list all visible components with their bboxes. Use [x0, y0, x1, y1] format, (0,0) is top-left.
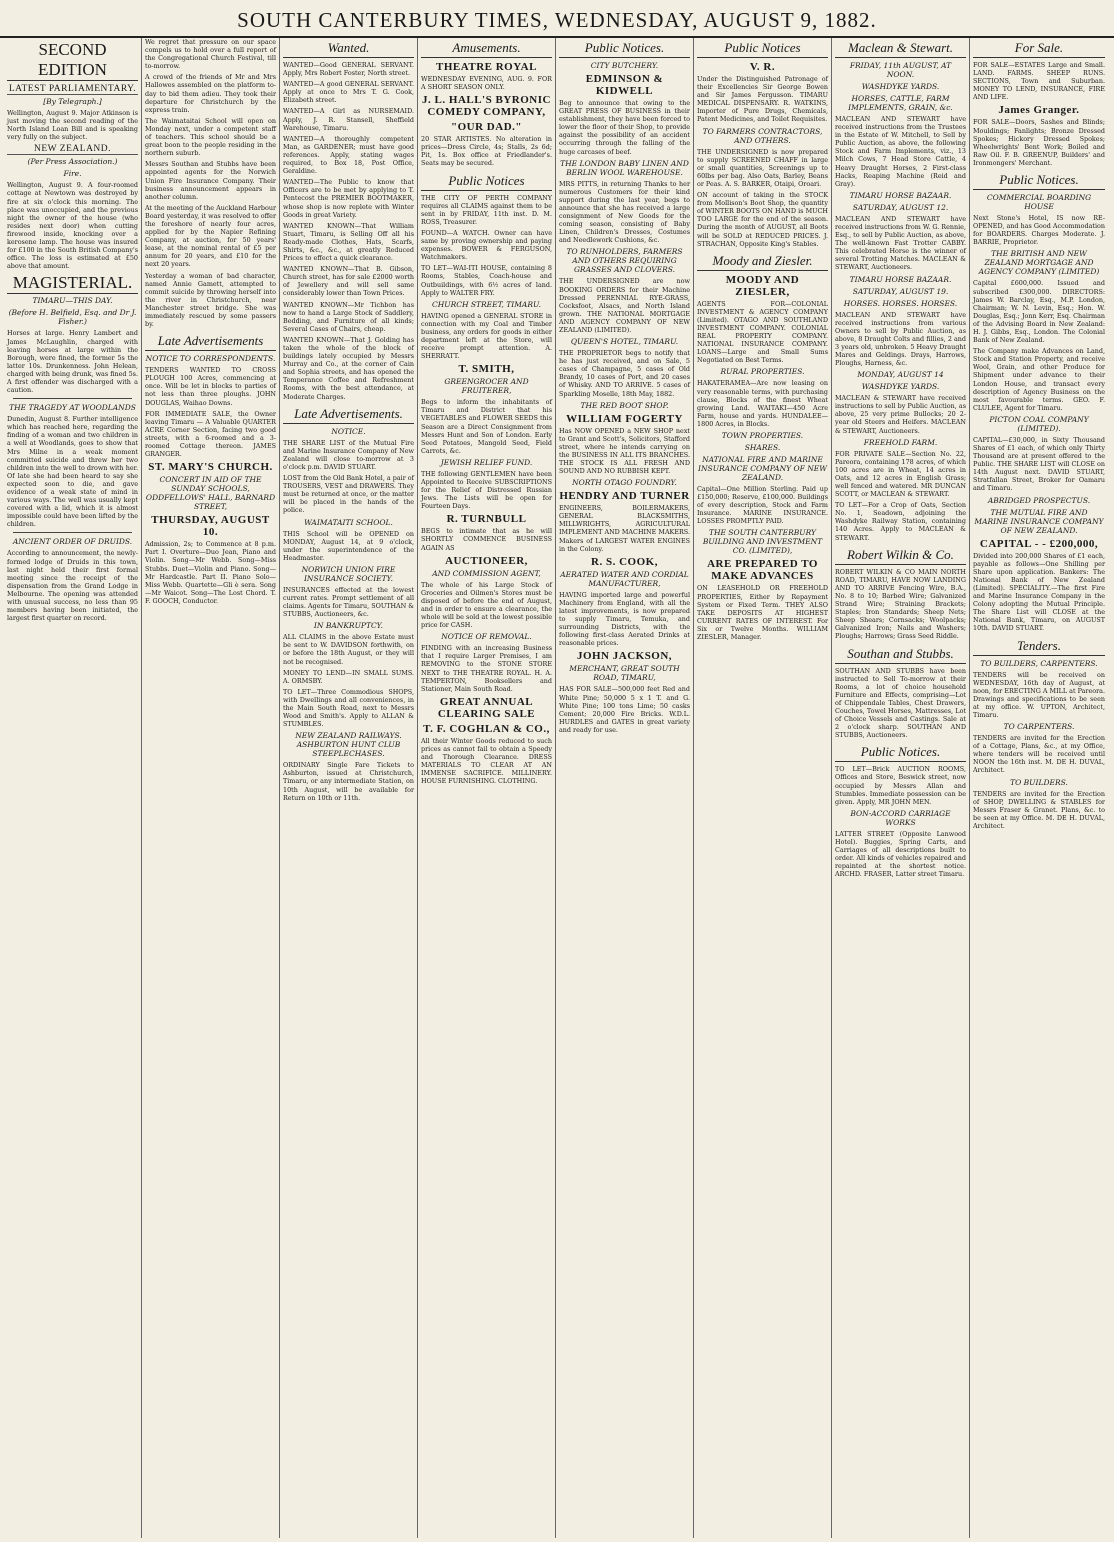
mutual-fire-heading: THE MUTUAL FIRE AND MARINE INSURANCE COMPANY OF NEW ZEALAND. — [974, 507, 1104, 535]
advertisement: Under the Distinguished Patronage of their Excellencies Sir George Bowen and Sir James Fergusson. TIMARU MEDICAL DISPENSARY. R. WATKINS, Importer of Pure Drugs, Chemicals, Patent Medicines, and Toilet Requisites. — [697, 75, 828, 124]
wanted-heading: Wanted. — [283, 38, 414, 58]
smith-title: T. SMITH, — [458, 363, 515, 376]
advances-title: ARE PREPARED TO MAKE ADVANCES — [707, 558, 818, 583]
commission-agent-title: AND COMMISSION AGENT, — [432, 568, 541, 578]
advertisement: THE PROPRIETOR begs to notify that he has just received, and on Sale, 5 cases of Champagne, 5 cases of Old Brandy, 10 cases of Port, and 20 cases of Whisky. AND TO ARRIVE. 5 cases of Sparkling Moselle, 18th May, 1882. — [559, 349, 690, 398]
merchant-heading: MERCHANT, GREAT SOUTH ROAD, TIMARU, — [569, 664, 680, 683]
advertisement: THE CITY OF PERTH COMPANY requires all CLAIMS against them to be sent in by FRIDAY, 11th inst. D. M. ROSS, Treasurer. — [421, 193, 552, 226]
city-butchery-heading: CITY BUTCHERY. — [590, 61, 659, 70]
article-text: Dunedin, August 8. Further intelligence which has reached here, regarding the finding of a woman and two children in a well at Woodlands, goes to show that Mrs Milne in a weak moment committed suicide and threw her two children into the well to drown with her. Of late she had been heard to say she expected soon to die, and gave evidence of a weak state of mind in various ways. The well was usually kept covered with a lid, which it is almost impossible could have been lifted by the children. — [7, 415, 138, 529]
builders-heading: TO BUILDERS. — [1010, 777, 1068, 787]
public-notices-heading: Public Notices. — [973, 170, 1105, 190]
press-association-note: (Per Press Association.) — [27, 157, 118, 167]
railways-heading: NEW ZEALAND RAILWAYS. ASHBURTON HUNT CLUB STEEPLECHASES. — [295, 731, 402, 759]
carpenters-heading: TO CARPENTERS. — [1003, 722, 1075, 732]
advertisement: ORDINARY Single Fare Tickets to Ashburton, issued at Christchurch, Timaru, or any intermediate Station, on 10th August, will be available for Return on 10th or 11th. — [283, 761, 414, 802]
before-note: (Before H. Belfield, Esq. and Dr J. Fisher.) — [8, 308, 137, 327]
theatre-title: THEATRE ROYAL — [436, 61, 537, 73]
advertisement: ALL CLAIMS in the above Estate must be sent to W. DAVIDSON forthwith, on or before the 18th August, or they will not be recognised. — [283, 633, 414, 666]
tragedy-heading: THE TRAGEDY AT WOODLANDS — [9, 403, 136, 413]
article-text: The Waimataitai School will open on Monday next, under a competent staff of teachers. This school should be a great boon to the people residing in the northern suburb. — [145, 116, 276, 158]
advertisement: HAVING opened a GENERAL STORE in connection with my Coal and Timber business, any orders for goods in either department left at the Store, will receive prompt attention. A. SHERRATT. — [421, 311, 552, 361]
column-3 — [280, 38, 418, 1538]
advertisement: TENDERS WANTED TO CROSS PLOUGH 100 Acres, commencing at once. Will be let in blocks to parties of not less than three ploughs. JOHN DOUGLAS, Waihao Downs. — [145, 366, 276, 407]
masthead-title: SOUTH CANTERBURY TIMES, WEDNESDAY, AUGUST 9, 1882. — [237, 8, 877, 32]
national-fire-heading: NATIONAL FIRE AND MARINE INSURANCE COMPANY OF NEW ZEALAND. — [698, 455, 827, 482]
granger-title: James Granger. — [998, 104, 1080, 117]
advertisement: MRS PITTS, in returning Thanks to her numerous Customers for their kind support during the last year, begs to announce that she has received a large consignment of New Goods for the coming season, consisting of Baby Linen, Children's Dresses, Costumes and Needlework Cushions, &c. — [559, 179, 690, 245]
rural-properties-heading: RURAL PROPERTIES. — [720, 367, 805, 377]
moody-ziesler-title: MOODY AND ZIESLER, — [725, 273, 800, 298]
advertisement: LATTER STREET (Opposite Lanwood Hotel). Buggies, Spring Carts, and Carriages of all descriptions built to order. All kinds of vehicles repaired and repainted at the shortest notice. ARCHD. FRASER, Latter street Timaru. — [835, 829, 966, 879]
advertisement: TO LET—For a Crop of Oats, Section No. 1, Seadown, adjoining the Washdyke Railway Station, containing 140 Acres. Apply to MACLEAN & STEWART. — [835, 501, 966, 542]
vr-emblem: V. R. — [749, 61, 776, 73]
jewish-relief-heading: JEWISH RELIEF FUND. — [440, 457, 533, 467]
advertisement: FOR PRIVATE SALE—Section No. 22, Pareora, containing 178 acres, of which 100 acres are in Wheat, 14 acres in Oats, and 12 acres in English Grass; well fenced and watered. MR DUNCAN SCOTT, or MACLEAN & STEWART. — [835, 449, 966, 499]
latest-parliamentary-heading: LATEST PARLIAMENTARY. — [8, 84, 137, 94]
masthead — [0, 0, 1114, 38]
advertisement: MACLEAN AND STEWART have received instructions from the Trustees in the Estate of W. Mitchell, to Sell by Public Auction, as above, the following Stock and Farm Implements, viz., 13 Milch Cows, 7 Head Store Cattle, 4 Heavy Draught Horses, 2 First-class Hacks, Reaping Machine (Reid and Gray). — [835, 115, 966, 188]
advertisement: FOR SALE—ESTATES Large and Small. LAND. FARMS. SHEEP RUNS. SECTIONS, Town and Suburban. MONEY TO LEND, INSURANCE, FIRE AND LIFE. — [973, 61, 1105, 102]
column-1 — [4, 38, 142, 1538]
advertisement: WANTED KNOWN—That B. Gibson, Church street, has for sale £2000 worth of Jewellery and will sell same considerably lower than Town Prices. — [283, 265, 414, 298]
advertisement: TENDERS will be received on WEDNESDAY, 16th day of August, at noon, for ERECTING A MILL at Pareora. Drawings and specifications to be seen at my office. W. UPTON, Architect, Timaru. — [973, 670, 1105, 719]
jackson-title: JOHN JACKSON, — [576, 650, 673, 663]
advertisement: FOUND—A WATCH. Owner can have same by proving ownership and paying expenses. BOWER & FERGUSON, Watchmakers. — [421, 228, 552, 262]
queens-hotel-heading: QUEEN'S HOTEL, TIMARU. — [570, 337, 679, 347]
public-notices-heading: Public Notices — [697, 38, 828, 58]
carriage-works-heading: BON-ACCORD CARRIAGE WORKS — [850, 808, 951, 827]
column-6 — [694, 38, 832, 1538]
foundry-heading: NORTH OTAGO FOUNDRY. — [572, 478, 677, 488]
red-boot-heading: THE RED BOOT SHOP. — [580, 400, 669, 410]
article-text: Wellington, August 9. Major Atkinson is just moving the second reading of the North Island Loan Bill and is speaking very fully on the subject. — [7, 109, 138, 142]
column-2 — [142, 38, 280, 1538]
advertisement: BEGS to intimate that as he will SHORTLY COMMENCE BUSINESS AGAIN AS — [421, 527, 552, 552]
hendry-title: HENDRY AND TURNER — [559, 490, 690, 503]
advertisement: ENGINEERS, BOILERMAKERS, GENERAL BLACKSMITHS, MILLWRIGHTS, AGRICULTURAL IMPLEMENT AND MACHINE MAKERS. Makers of LARGEST WATER ENGINES in the Colony. — [559, 504, 690, 553]
fruiterer-title: GREENGROCER AND FRUITERER, — [444, 377, 529, 396]
concert-date: THURSDAY, AUGUST 10. — [151, 514, 270, 539]
shares-heading: SHARES. — [744, 443, 781, 452]
advertisement: Begs to inform the inhabitants of Timaru and District that his VEGETABLES and FLOWER SEEDS this Season are a Direct Consignment from Messrs Hunt and Son of London. Early Seed Potatoes, Mangold Seed, Field Carrots, &c. — [421, 398, 552, 455]
advertisement: Capital £600,000. Issued and subscribed £300,000. DIRECTORS: James W. Barclay, Esq., M.P. London, Chairman; W. N. Levin, Esq.; Hon. W. Douglas, Esq.; Jonn Kerr, Esq. Chairman of the Advising Board in New Zealand: H. J. Gibbs, Esq., London. The Colonial Bank of New Zealand. — [973, 279, 1105, 345]
auctioneer-title: AUCTIONEER, — [445, 554, 528, 567]
boarding-house-heading: COMMERCIAL BOARDING HOUSE — [986, 193, 1092, 212]
advertisement: FOR SALE—Doors, Sashes and Blinds; Mouldings; Fanlights; Bronze Dressed Spokes; Hickory Dressed Spokes; Wheelwrights' Bent Work; Boiled and Raw Oil. F. B. GREENUP, Builders' and Ironmongers' Merchant. — [973, 118, 1105, 167]
concert-heading: CONCERT IN AID OF THE SUNDAY SCHOOLS, ODDFELLOWS' HALL, BARNARD STREET, — [145, 475, 276, 512]
article-text: Messrs Southan and Stubbs have been appointed agents for the Norwich Union Fire Insurance Company. Their business announcement appears in another column. — [145, 160, 276, 201]
building-society-heading: THE SOUTH CANTERBURY BUILDING AND INVESTMENT CO. (LIMITED), — [702, 528, 823, 556]
sale-date: SATURDAY, AUGUST 19. — [852, 286, 949, 296]
notice-heading: NOTICE TO CORRESPONDENTS. — [145, 354, 276, 364]
advertisement: THIS School will be OPENED on MONDAY, August 14, at 9 o'clock, under the superintendence of the Headmaster. — [283, 529, 414, 562]
advertisement: WANTED KNOWN—Mr Tichbon has now to hand a Large Stock of Saddlery, Bedding, and Furniture of all kinds; Several Cases of Chairs, cheap. — [283, 300, 414, 333]
cook-title: R. S. COOK, — [591, 555, 658, 568]
concert-programme: Admission, 2s; to Commence at 8 p.m. Part I. Overture—Duo Jean, Piano and Violin. Song—Mr Webb. Song—Miss Stubbs. Duet—Violin and Piano. Song—Mr Hardcastle. Part II. Piano Solo—Miss Webb. Quartette—Gli è sera. Song—Mr Waicot. Song—The Lost Chord. T. F. GOOCH, Conductor. — [145, 540, 276, 605]
column-8 — [970, 38, 1108, 1538]
new-zealand-heading: NEW ZEALAND. — [7, 144, 138, 155]
company-title: J. L. HALL'S BYRONIC COMEDY COMPANY, — [422, 94, 551, 119]
wilkin-heading: Robert Wilkin & Co. — [835, 545, 966, 565]
advertisement: THE UNDERSIGNED are now BOOKING ORDERS for their Machine Dressed PERENNIAL RYE-GRASS, Cocksfoot, Alsacs, and North Island grown. THE NATIONAL MORTGAGE AND AGENCY COMPANY OF NEW ZEALAND (LIMITED). — [559, 277, 690, 334]
column-5 — [556, 38, 694, 1538]
advertisement: HAVING imported large and powerful Machinery from England, with all the latest improvements, is now prepared to supply Timaru, Temuka, and surrounding Districts, with the following first-class Aerated Drinks at reasonable prices. — [559, 590, 690, 648]
public-notices-heading: Public Notices. — [835, 742, 966, 762]
advertisement: Has NOW OPENED a NEW SHOP next to Grant and Scott's, Solicitors, Stafford street, where he intends carrying on the BUSINESS IN ALL ITS BRANCHES. THE STOCK IS ALL FRESH AND SOUND AND NO RUBBISH KEPT. — [559, 426, 690, 476]
freehold-heading: FREEHOLD FARM. — [863, 437, 938, 447]
article-text: At the meeting of the Auckland Harbour Board yesterday, it was resolved to offer the foreshore of nearly four acres, applied for by the Napier Refining Company, at auction, for 50 years' lease, at the nominal rental of £5 per annum for 20 years, and £10 for the next 20 years. — [145, 203, 276, 269]
notice-heading: NOTICE. — [331, 426, 366, 436]
advertisement: LOST from the Old Bank Hotel, a pair of TROUSERS, VEST and DRAWERS. They must be returned at once, or the matter will be placed in the hands of the police. — [283, 474, 414, 515]
article-text: A crowd of the friends of Mr and Mrs Hallowes assembled on the platform to-day to bid them adieu. They took their departure for Christchurch by the express train. — [145, 73, 276, 114]
advertisement: HAS FOR SALE—500,000 feet Red and White Pine; 50,000 5 x 1 T. and G. White Pine; 100 tons Lime; 50 casks Cement; 20,000 Fire Bricks. W.D.L. HURDLES and GATES in great variety and ready for use. — [559, 685, 690, 734]
yards-heading: WASHDYKE YARDS. — [861, 82, 940, 91]
druids-heading: ANCIENT ORDER OF DRUIDS. — [12, 537, 133, 547]
advertisement: CAPITAL—£30,000, in Sixty Thousand Shares of £1 each, of which only Thirty Thousand are at present offered to the Public. THE SHARE LIST will CLOSE on 14th August next. DAVID STUART, Stratfallan Street, Broker for Oamaru and Timaru. — [973, 435, 1105, 493]
article-text: Horses at large. Henry Lambert and James McLaughlin, charged with leaving horses at large within the Borough, were fined, the former 5s the latter 10s. Drunkenness. John Helean, charged with being drunk, was fined 5s. A first offender was discharged with a caution. — [7, 329, 138, 395]
fogerty-title: WILLIAM FOGERTY — [566, 412, 683, 425]
advertisement: INSURANCES effected at the lowest current rates. Prompt settlement of all claims. Agents for Timaru, SOUTHAN & STUBBS, Auctioneers, &c. — [283, 585, 414, 619]
advertisement: THE UNDERSIGNED is now prepared to supply SCREENED CHAFF in large or small quantities, Screenings up to 60lbs per bag. Also Oats, Barley, Beans or Peas. A. S. BARKER, Otaipi, Oroari. — [697, 147, 828, 188]
bankruptcy-heading: IN BANKRUPTCY. — [313, 621, 384, 631]
advertisement: TENDERS are invited for the Erection of a Cottage, Plans, &c., at my Office, where tenders will be received until NOON the 16th inst. M. DE H. DUVAL, Architect. — [973, 734, 1105, 775]
advertisement: WANTED—Good GENERAL SERVANT. Apply, Mrs Robert Foster, North street. — [283, 61, 414, 78]
advertisement: ON account of taking in the STOCK from Mollison's Boot Shop, the quantity of WINTER BOOTS ON HAND is MUCH TOO LARGE for the end of the season. During the month of AUGUST, all Boots will be SOLD at REDUCED PRICES. J. STRACHAN, Opposite King's Stables. — [697, 191, 828, 248]
southan-heading: Southan and Stubbs. — [835, 644, 966, 664]
builders-heading: TO BUILDERS, CARPENTERS. — [980, 658, 1098, 668]
sale-date: SATURDAY, AUGUST 12. — [852, 202, 949, 212]
advertisement: Divided into 200,000 Shares of £1 each, payable as follows—One Shilling per Share upon application. Bankers: The National Bank of New Zealand (Limited). SPECIALITY.—The first Fire and Marine Insurance Company in the Colony adopting the Mutual Principle. The Share List will CLOSE at the National Bank, Timaru, on AUGUST 10th. DAVID STUART. — [973, 551, 1105, 633]
advertisement: MONEY TO LEND—IN SMALL SUMS. A. ORMSBY. — [283, 668, 414, 685]
advertisement: AGENTS FOR—COLONIAL INVESTMENT & AGENCY COMPANY (Limited). OTAGO AND SOUTHLAND INVESTMENT COMPANY. COLONIAL REAL PROPERTY COMPANY. NATIONAL INSURANCE COMPANY. LOANS—Large and Small Sums Negotiated on Best Terms. — [697, 299, 828, 365]
second-edition-heading: SECOND EDITION — [7, 40, 138, 81]
article-text: According to announcement, the newly-formed lodge of Druids in this town, last night held their first formal meeting since the receipt of the dispensation from the Grand Lodge in Melbourne. The opening was attended with unusual success, no less than 95 members having been initiated, the largest first quarter on record. — [7, 549, 138, 623]
advertisement: MACLEAN AND STEWART have received instructions from various Owners to sell by Public Auction, as above, 8 Draught Colts and fillies, 2 and 3 years old, unbroken. 5 Heavy Draught Mares and Geldings. Drays, Harrows, Ploughs, Harness, &c. — [835, 310, 966, 368]
horses-cattle-heading: HORSES, CATTLE, FARM IMPLEMENTS, GRAIN, &c. — [848, 94, 953, 112]
late-advertisements-heading: Late Advertisements — [145, 331, 276, 351]
sale-date: MONDAY, AUGUST 14 — [857, 370, 944, 380]
advertisement: TO LET—WAI-ITI HOUSE, containing 8 Rooms, Stables, Coach-house and Outbuildings, with 6½ acres of land. Apply to WALTER FRY. — [421, 264, 552, 297]
columns — [4, 38, 1110, 1538]
late-advertisements-heading: Late Advertisements. — [283, 404, 414, 424]
advertisement: WANTED—A good GENERAL SERVANT. Apply at once to Mrs T. G. Cook, Elizabeth street. — [283, 80, 414, 105]
farmers-heading: TO FARMERS CONTRACTORS, AND OTHERS. — [702, 126, 823, 145]
advertisement: MACLEAN & STEWART have received instructions to sell by Public Auction, as above, 25 very prime Bullocks; 20 2-year old Steers and Heifers. MACLEAN & STEWART, Auctioneers. — [835, 394, 966, 435]
amusements-heading: Amusements. — [421, 38, 552, 58]
advertisement: MACLEAN AND STEWART have received instructions from W. G. Rennie, Esq., to sell by Public Auction, as above, The well-known Fast Trotter CABBY. This celebrated Horse is the winner of several Trotting Matches. MACLEAN & STEWART, Auctioneers. — [835, 214, 966, 272]
church-heading: ST. MARY'S CHURCH. — [148, 461, 273, 474]
advertisement: THE SHARE LIST of the Mutual Fire and Marine Insurance Company of New Zealand will close to-morrow at 3 o'clock p.m. DAVID STUART. — [283, 438, 414, 471]
advertisement: Next Stone's Hotel, IS now RE-OPENED, and has Good Accommodation for BOARDERS. Charges Moderate. J. BARRIE, Proprietor. — [973, 214, 1105, 247]
tenders-heading: Tenders. — [973, 636, 1105, 656]
bazaar-heading: TIMARU HORSE BAZAAR. — [849, 274, 952, 284]
abridged-prospectus-heading: ABRIDGED PROSPECTUS. — [987, 495, 1091, 505]
advertisement: The whole of his Large Stock of Groceries and Oilmen's Stores must be disposed of before the end of August, and in order to ensure a clearance, the whole will be sold at the lowest possible price for CASH. — [421, 580, 552, 630]
column-7 — [832, 38, 970, 1538]
advertisement: Beg to announce that owing to the GREAT PRESS OF BUSINESS in their establishment, they have been forced to lower the floor of their Shop, to provide against the possibility of an accident occurring through the falling of the huge carcases of beef. — [559, 99, 690, 156]
advertisement: FOR IMMEDIATE SALE, the Owner leaving Timaru — A Valuable QUARTER ACRE Corner Section, facing two good streets, with a 6-roomed and a 3-roomed Cottage thereon. JAMES GRANGER. — [145, 409, 276, 459]
public-notices-heading: Public Notices. — [559, 38, 690, 58]
clearing-sale-title: GREAT ANNUAL CLEARING SALE — [437, 695, 536, 720]
picton-coal-heading: PICTON COAL COMPANY (LIMITED). — [989, 414, 1089, 433]
school-heading: WAIMATAITI SCHOOL. — [304, 517, 393, 527]
yards-heading: WASHDYKE YARDS. — [861, 382, 940, 392]
play-title: "OUR DAD." — [451, 121, 522, 134]
advertisement: The Company make Advances on Land, Stock and Station Property, and receive Wool, Grain, and other Produce for Shipment under advance to their London House, and transact every description of Agency Business on the most favourable terms. GEO. F. CLULEE, Agent for Timaru. — [973, 347, 1105, 412]
advertisement: TO LET—Brick AUCTION ROOMS, Offices and Store, Beswick street, now occupied by Messrs Allan and Stumbles. Immediate possession can be given. Apply, MR JOHN MEN. — [835, 765, 966, 806]
advertisement: TENDERS are invited for the Erection of SHOP, DWELLING & STABLES for Messrs Fraser & Granet. Plans, &c. to be seen at my Office. M. DE H. DUVAL, Architect. — [973, 789, 1105, 830]
advertisement: FINDING with an increasing Business that I require Larger Premises, I am REMOVING to the STONE STORE NEXT to THE THEATRE ROYAL. H. A. TEMPERTON, Booksellers and Stationer, Main South Road. — [421, 644, 552, 693]
advertisement: TO LET—Three Commodious SHOPS, with Dwellings and all conveniences, in the Main South Road, next to Messrs Wood and Smith's. Apply to ALLAN & STUMBLES. — [283, 687, 414, 729]
coghlan-title: T. F. COGHLAN & CO., — [423, 722, 550, 735]
runholders-heading: TO RUNHOLDERS, FARMERS AND OTHERS REQUIRING GRASSES AND CLOVERS. — [566, 247, 683, 275]
advertisement: WANTED—A thoroughly competent Man, as GARDENER; must have good references. Apply, stating wages required, to Box 18, Post Office, Geraldine. — [283, 134, 414, 176]
public-notices-heading: Public Notices — [421, 171, 552, 191]
for-sale-heading: For Sale. — [973, 38, 1105, 58]
bazaar-heading: TIMARU HORSE BAZAAR. — [849, 190, 952, 200]
article-text: Wellington, August 9. A four-roomed cottage at Newtown was destroyed by fire at six o'clock this morning. The place was unoccupied, and the previous night the owner of the house (who resides next door) when cutting firewood inside, knocking over a kerosene lamp. The house was insured for £100 in the South British Company's office. The loss is estimated at £50 above that amount. — [7, 181, 138, 271]
fire-subheading: Fire. — [63, 169, 82, 179]
town-properties-heading: TOWN PROPERTIES. — [721, 431, 804, 440]
article-text: We regret that pressure on our space compels us to hold over a full report of the Congregational Church Festival, till to-morrow. — [145, 38, 276, 71]
advertisement: WANTED KNOWN—That J. Golding has taken the whole of the block of buildings lately occupied by Messrs Murray and Co., at the corner of Cain and Sophia streets, and has opened the Temperance Coffee and Refreshment Rooms, with the best attendance, at Moderate Charges. — [283, 335, 414, 401]
british-nz-heading: THE BRITISH AND NEW ZEALAND MORTGAGE AND AGENCY COMPANY (LIMITED) — [978, 249, 1100, 277]
advertisement: Capital—One Million Sterling. Paid up £150,000; Reserve, £100,000. Buildings of every description, Stock and Farm Insurance. MARINE INSURANCE. LOSSES PROMPTLY PAID. — [697, 485, 828, 526]
horses-heading: HORSES. HORSES. HORSES. — [843, 298, 958, 308]
moody-ziesler-heading: Moody and Ziesler. — [697, 251, 828, 271]
norwich-heading: NORWICH UNION FIRE INSURANCE SOCIETY. — [301, 564, 396, 583]
advertisement: 20 STAR ARTISTES. No alteration in prices—Dress Circle, 4s; Stalls, 2s 6d; Pit, 1s. Box office at Friedlander's. Seats may be secured. — [421, 135, 552, 168]
advertisement: WANTED KNOWN—That William Stuart, Timaru, is Selling Off all his Ready-made Clothes, Hats, Scarfs, Shirts, &c., &c., at greatly Reduced Prices to effect a quick clearance. — [283, 221, 414, 263]
aerated-heading: AERATED WATER AND CORDIAL MANUFACTURER, — [560, 569, 689, 588]
capital-title: CAPITAL - - £200,000, — [979, 537, 1099, 550]
removal-heading: NOTICE OF REMOVAL. — [441, 632, 532, 642]
magisterial-heading: MAGISTERIAL. — [7, 273, 138, 294]
column-4 — [418, 38, 556, 1538]
telegraph-note: [By Telegraph.] — [43, 97, 102, 106]
advertisement: ON LEASEHOLD OR FREEHOLD PROPERTIES, Either by Repayment System or Fixed Term. THEY ALSO TAKE DEPOSITS AT HIGHEST CURRENT RATES OF INTEREST. For Six or Twelve Months. WILLIAM ZIESLER, Manager. — [697, 584, 828, 642]
advertisement: All their Winter Goods reduced to such prices as cannot fail to obtain a Speedy and Thorough Clearance. DRESS MATERIALS TO CLEAR AT AN IMMENSE SACRIFICE. MILLINERY. HOUSE FURNISHING. CLOTHING. — [421, 736, 552, 786]
sale-date: FRIDAY, 11th AUGUST, AT NOON. — [849, 61, 952, 79]
divider — [13, 532, 132, 533]
kidwell-title: EDMINSON & KIDWELL — [585, 73, 664, 97]
divider — [13, 398, 132, 399]
baby-linen-heading: THE LONDON BABY LINEN AND BERLIN WOOL WAREHOUSE. — [560, 158, 689, 177]
article-text: Yesterday a woman of bad character, named Annie Gamett, attempted to commit suicide by throwing herself into the river in Christchurch, near Manchester street bridge. She was immediately rescued by some passers by. — [145, 271, 276, 329]
maclean-stewart-heading: Maclean & Stewart. — [835, 38, 966, 58]
advertisement: WANTED—The Public to know that Officers are to be met by applying to T. Pentecost the PREMIER BOOTMAKER, whose shop is now replete with Winter Goods in great Variety. — [283, 178, 414, 219]
advertisement: HAKATERAMEA—Are now leasing on very reasonable terms, with purchasing clause, Blocks of the finest Wheat growing Land. WAITAKI—450 Acre Farm, house and yards. HUNDALEE—1800 Acres, in Blocks. — [697, 379, 828, 428]
advertisement: ROBERT WILKIN & CO MAIN NORTH ROAD, TIMARU, HAVE NOW LANDING AND TO ARRIVE Fencing Wire, B.A., No. 8 to 10; Barbed Wire; Galvanized Strand Wire; Straining Brackets; Staples; Iron Standards; Sheep Nets; Sheep Shears; Cornsacks; Woolpacks; Galvanized Iron; Nails and Washers; Ploughs; Harrows; Grass Seed Riddle. — [835, 567, 966, 641]
church-street-heading: CHURCH STREET, TIMARU. — [431, 299, 542, 309]
turnbull-title: R. TURNBULL — [446, 513, 527, 526]
advertisement: WANTED—A Girl as NURSEMAID. Apply, J. R. Stansell, Sheffield Warehouse, Timaru. — [283, 107, 414, 132]
timaru-this-day: TIMARU—THIS DAY. — [32, 296, 113, 306]
advertisement: SOUTHAN AND STUBBS have been instructed to Sell To-morrow at their Rooms, a lot of choice household Furniture and Effects, comprising—Lot of Chippendale Tables, Chest Drawers, Couches, Towel Horses, Mattresses, Lot of Choice Vessels and Castings. Sale at 2 o'clock sharp. SOUTHAN AND STUBBS, Auctioneers. — [835, 666, 966, 740]
advertisement: THE following GENTLEMEN have been Appointed to Receive SUBSCRIPTIONS for the Relief of Distressed Russian Jews. The Lists will be open for Fourteen Days. — [421, 469, 552, 511]
advertisement: WEDNESDAY EVENING, AUG. 9. FOR A SHORT SEASON ONLY. — [421, 75, 552, 92]
